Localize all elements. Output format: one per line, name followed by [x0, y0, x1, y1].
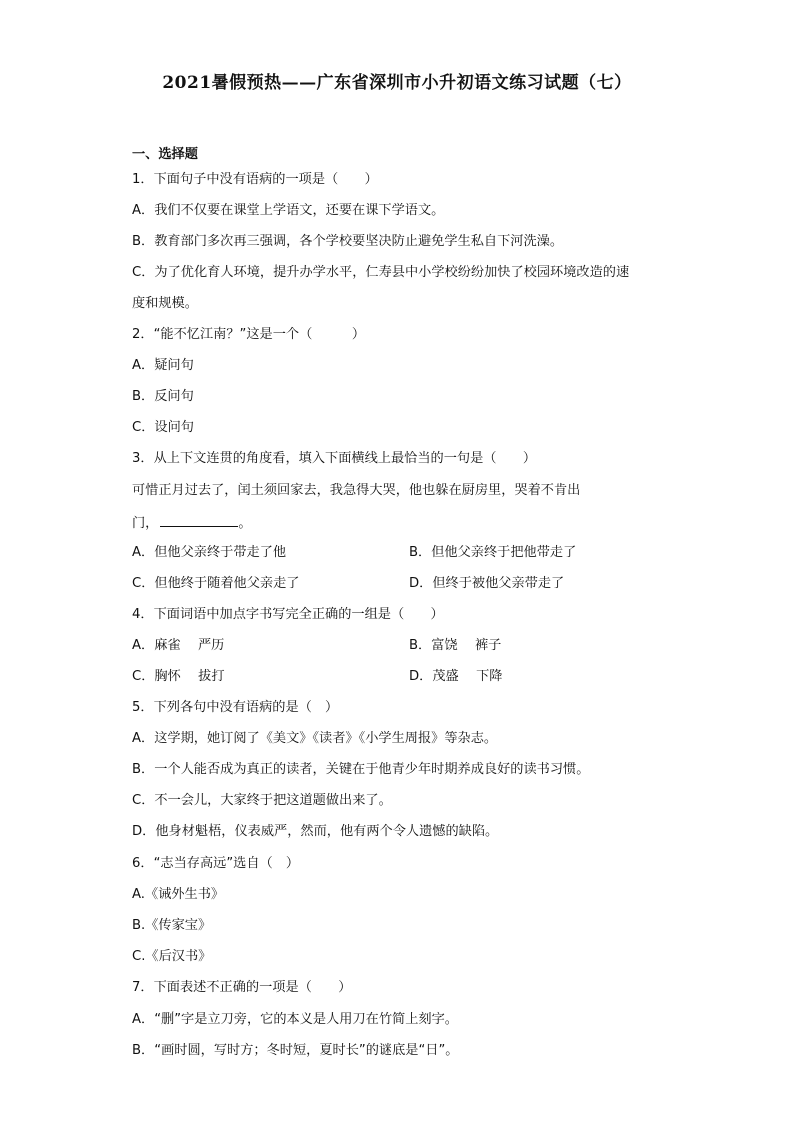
question-6-option-a: A.《诫外生书》 [132, 887, 225, 902]
question-1-option-b: B．教育部门多次再三强调，各个学校要坚决防止避免学生私自下河洗澡。 [132, 234, 564, 249]
question-3-option-b: B．但他父亲终于把他带走了 [409, 545, 577, 560]
section-heading: 一、选择题 [132, 147, 198, 162]
question-2-option-a: A．疑问句 [132, 358, 194, 373]
question-1-option-c: C．为了优化育人环境，提升办学水平，仁寿县中小学校纷纷加快了校园环境改造的速 [132, 265, 630, 280]
question-3-stem: 3．从上下文连贯的角度看，填入下面横线上最恰当的一句是（ ） [132, 451, 537, 466]
question-3-option-a: A．但他父亲终于带走了他 [132, 545, 287, 560]
question-4-option-b: B．富饶 裤子 [409, 638, 502, 653]
question-1-option-a: A．我们不仅要在课堂上学语文，还要在课下学语文。 [132, 203, 445, 218]
question-4-option-c: C．胸怀 拔打 [132, 669, 225, 684]
question-7-option-a: A．“删”字是立刀旁，它的本义是人用刀在竹简上刻字。 [132, 1012, 458, 1027]
question-7-stem: 7．下面表述不正确的一项是（ ） [132, 980, 352, 995]
question-4-option-a: A．麻雀 严历 [132, 638, 225, 653]
question-1-stem: 1．下面句子中没有语病的一项是（ ） [132, 172, 378, 187]
question-5-option-b: B．一个人能否成为真正的读者，关键在于他青少年时期养成良好的读书习惯。 [132, 762, 590, 777]
question-1-option-c-cont: 度和规模。 [132, 296, 198, 311]
question-7-option-b: B．“画时圆，写时方；冬时短，夏时长”的谜底是“日”。 [132, 1043, 459, 1058]
question-3-option-c: C．但他终于随着他父亲走了 [132, 576, 300, 591]
answer-blank [160, 513, 238, 527]
question-5-option-c: C．不一会儿，大家终于把这道题做出来了。 [132, 793, 392, 808]
question-4-option-d: D．茂盛 下降 [409, 669, 503, 684]
question-6-stem: 6．“志当存高远”选自（ ） [132, 856, 300, 871]
question-3-passage: 可惜正月过去了，闰土须回家去，我急得大哭，他也躲在厨房里，哭着不肯出 [132, 483, 581, 498]
passage-end: 。 [238, 516, 252, 531]
passage-text: 门， [132, 516, 159, 531]
page-title: 2021暑假预热——广东省深圳市小升初语文练习试题（七） [162, 73, 632, 93]
question-5-option-a: A．这学期，她订阅了《美文》《读者》《小学生周报》等杂志。 [132, 731, 498, 746]
question-2-option-b: B．反问句 [132, 389, 194, 404]
question-6-option-c: C.《后汉书》 [132, 949, 212, 964]
question-4-stem: 4．下面词语中加点字书写完全正确的一组是（ ） [132, 607, 444, 622]
question-2-stem: 2．“能不忆江南？”这是一个（ ） [132, 327, 366, 342]
question-6-option-b: B.《传家宝》 [132, 918, 212, 933]
question-3-option-d: D．但终于被他父亲带走了 [409, 576, 565, 591]
question-5-option-d: D．他身材魁梧，仪表威严，然而，他有两个令人遗憾的缺陷。 [132, 824, 499, 839]
question-3-passage-cont [132, 513, 252, 533]
question-2-option-c: C．设问句 [132, 420, 194, 435]
question-5-stem: 5．下列各句中没有语病的是（ ） [132, 700, 339, 715]
